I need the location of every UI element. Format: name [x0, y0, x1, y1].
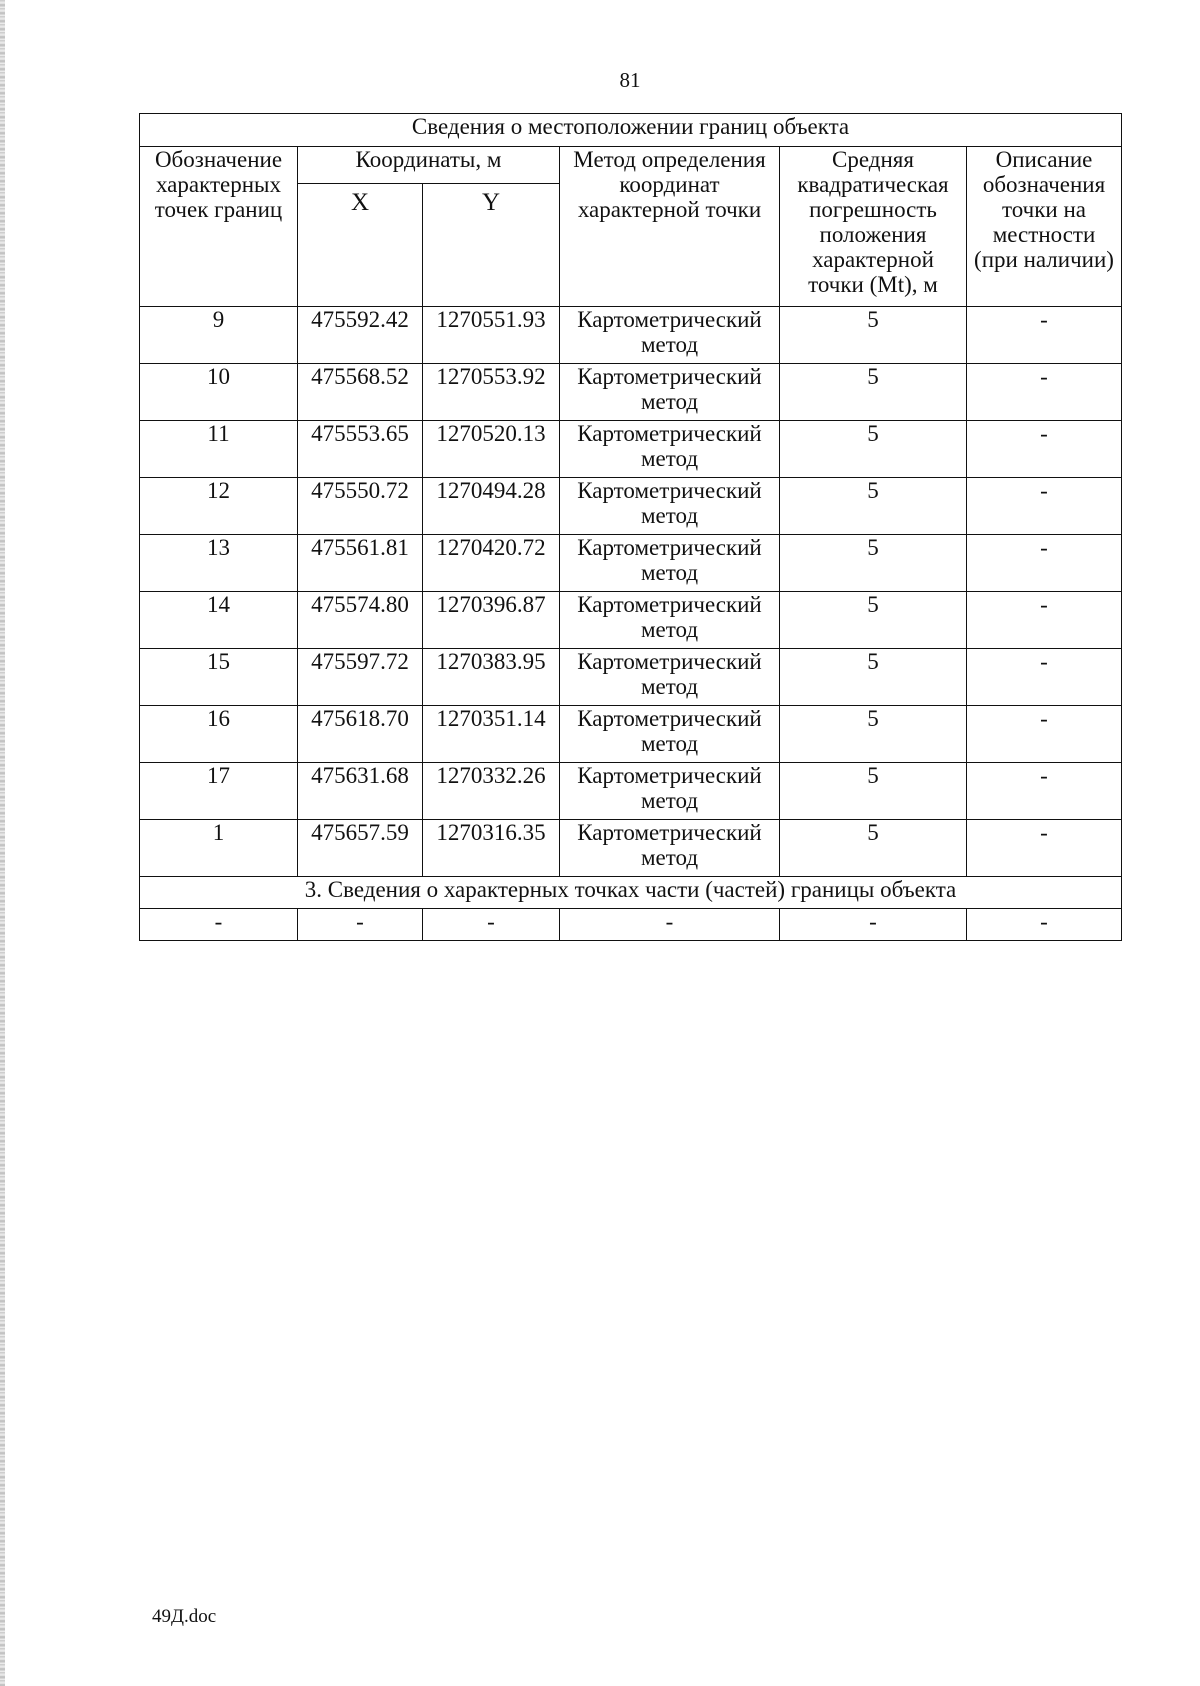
cell-description: - — [967, 535, 1122, 592]
cell-method: Картометрический метод — [560, 763, 780, 820]
table-cell: - — [140, 909, 298, 941]
cell-y: 1270351.14 — [423, 706, 560, 763]
cell-accuracy: 5 — [780, 307, 967, 364]
cell-x: 475631.68 — [298, 763, 423, 820]
cell-y: 1270420.72 — [423, 535, 560, 592]
header-method: Метод определения координат характерной точки — [560, 147, 780, 307]
table-row — [140, 763, 1122, 820]
header-point-designation: Обозначение характерных точек границ — [140, 147, 298, 307]
cell-description: - — [967, 649, 1122, 706]
cell-x: 475592.42 — [298, 307, 423, 364]
cell-y: 1270553.92 — [423, 364, 560, 421]
cell-point: 9 — [140, 307, 298, 364]
header-accuracy: Средняя квадратическая погрешность положения характерной точки (Mt), м — [780, 147, 967, 307]
cell-point: 12 — [140, 478, 298, 535]
cell-y: 1270396.87 — [423, 592, 560, 649]
cell-x: 475574.80 — [298, 592, 423, 649]
table-cell: - — [560, 909, 780, 941]
cell-method: Картометрический метод — [560, 421, 780, 478]
cell-point: 17 — [140, 763, 298, 820]
cell-y: 1270494.28 — [423, 478, 560, 535]
cell-description: - — [967, 364, 1122, 421]
cell-accuracy: 5 — [780, 649, 967, 706]
cell-x: 475553.65 — [298, 421, 423, 478]
header-x: X — [298, 184, 423, 307]
cell-x: 475568.52 — [298, 364, 423, 421]
scan-edge — [0, 0, 5, 1686]
section3-row — [140, 877, 1122, 909]
table-row — [140, 421, 1122, 478]
header-description: Описание обозначения точки на местности (при наличии) — [967, 147, 1122, 307]
table-row — [140, 592, 1122, 649]
cell-y: 1270316.35 — [423, 820, 560, 877]
cell-description: - — [967, 763, 1122, 820]
header-y: Y — [423, 184, 560, 307]
cell-description: - — [967, 307, 1122, 364]
cell-accuracy: 5 — [780, 364, 967, 421]
table-cell: - — [298, 909, 423, 941]
cell-accuracy: 5 — [780, 478, 967, 535]
table-title-row — [140, 114, 1122, 147]
table-row — [140, 307, 1122, 364]
cell-y: 1270332.26 — [423, 763, 560, 820]
page-number: 81 — [619, 68, 641, 92]
table-row — [140, 535, 1122, 592]
cell-point: 11 — [140, 421, 298, 478]
cell-method: Картометрический метод — [560, 535, 780, 592]
table-row — [140, 706, 1122, 763]
cell-y: 1270520.13 — [423, 421, 560, 478]
table-cell: - — [967, 909, 1122, 941]
cell-method: Картометрический метод — [560, 478, 780, 535]
cell-point: 13 — [140, 535, 298, 592]
cell-description: - — [967, 478, 1122, 535]
table-row — [140, 649, 1122, 706]
cell-point: 16 — [140, 706, 298, 763]
table-title: Сведения о местоположении границ объекта — [140, 114, 1122, 147]
cell-description: - — [967, 706, 1122, 763]
cell-x: 475550.72 — [298, 478, 423, 535]
section3-title: 3. Сведения о характерных точках части (частей) границы объекта — [140, 877, 1122, 909]
cell-x: 475657.59 — [298, 820, 423, 877]
cell-y: 1270551.93 — [423, 307, 560, 364]
section3-empty-row — [140, 909, 1122, 941]
cell-point: 1 — [140, 820, 298, 877]
boundary-coordinates-table — [139, 113, 1122, 941]
cell-accuracy: 5 — [780, 592, 967, 649]
cell-point: 15 — [140, 649, 298, 706]
table-cell: - — [423, 909, 560, 941]
cell-description: - — [967, 421, 1122, 478]
cell-accuracy: 5 — [780, 706, 967, 763]
cell-method: Картометрический метод — [560, 820, 780, 877]
cell-accuracy: 5 — [780, 421, 967, 478]
cell-method: Картометрический метод — [560, 649, 780, 706]
table-cell: - — [780, 909, 967, 941]
cell-accuracy: 5 — [780, 535, 967, 592]
cell-x: 475561.81 — [298, 535, 423, 592]
table-row — [140, 364, 1122, 421]
cell-accuracy: 5 — [780, 820, 967, 877]
cell-method: Картометрический метод — [560, 706, 780, 763]
table-row — [140, 820, 1122, 877]
cell-method: Картометрический метод — [560, 307, 780, 364]
cell-description: - — [967, 820, 1122, 877]
cell-y: 1270383.95 — [423, 649, 560, 706]
cell-point: 14 — [140, 592, 298, 649]
cell-method: Картометрический метод — [560, 364, 780, 421]
cell-description: - — [967, 592, 1122, 649]
cell-accuracy: 5 — [780, 763, 967, 820]
table-row — [140, 478, 1122, 535]
footer-filename: 49Д.doc — [152, 1606, 217, 1627]
cell-x: 475618.70 — [298, 706, 423, 763]
cell-x: 475597.72 — [298, 649, 423, 706]
cell-method: Картометрический метод — [560, 592, 780, 649]
cell-point: 10 — [140, 364, 298, 421]
header-coordinates: Координаты, м — [298, 147, 560, 184]
table-header-row — [140, 147, 1122, 184]
